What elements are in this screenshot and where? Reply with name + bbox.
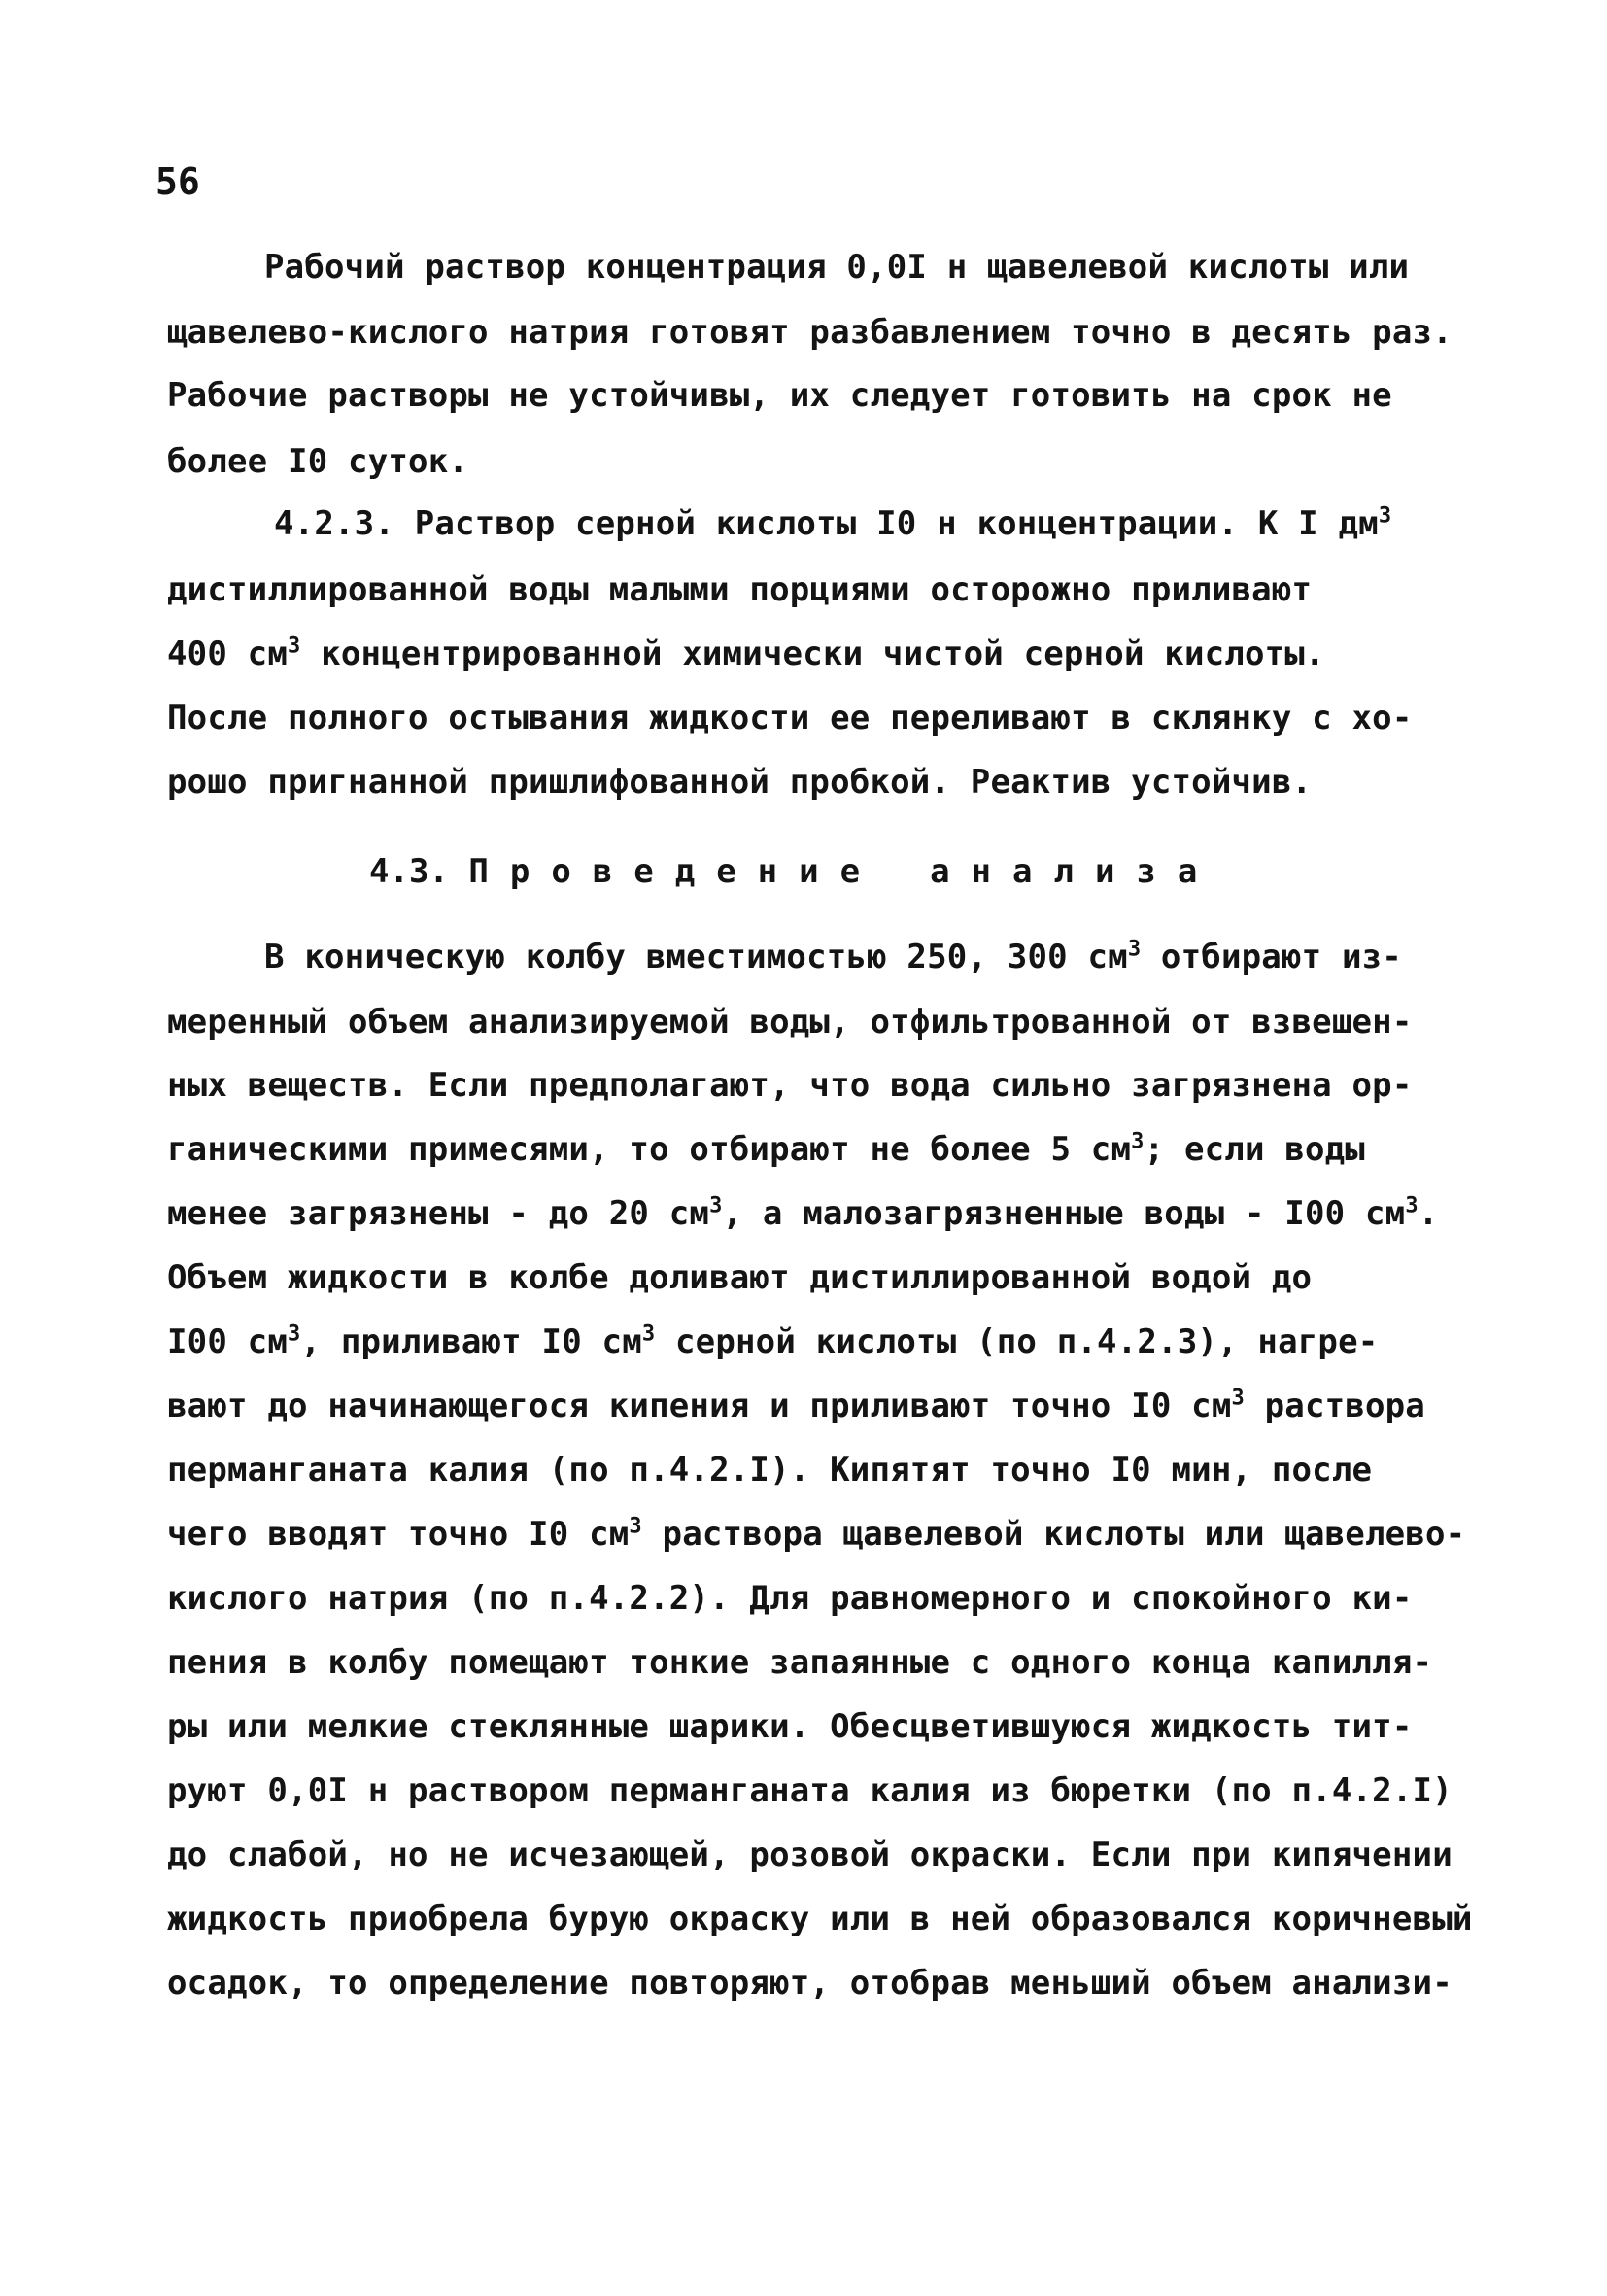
superscript: 3 [641, 1321, 656, 1347]
text-line: рошо пригнанной пришлифованной пробкой. Реактив устойчив. [167, 763, 1313, 802]
text-run: раствора щавелевой кислоты или щавелево- [641, 1515, 1466, 1554]
superscript: 3 [1231, 1386, 1245, 1411]
text-line [264, 937, 1402, 977]
superscript: 3 [709, 1193, 723, 1218]
text-run: ; если воды [1144, 1130, 1365, 1169]
text-run: менее загрязнены - до 20 см [167, 1194, 710, 1233]
text-run: концентрированной химически чистой серной кислоты. [300, 634, 1325, 673]
text-line: руют 0,0I н раствором перманганата калия из бюретки (по п.4.2.I) [167, 1771, 1453, 1810]
text-line [167, 1321, 1379, 1361]
text-run: , приливают I0 см [300, 1322, 642, 1361]
text-line: до слабой, но не исчезающей, розовой окраски. Если при кипячении [167, 1835, 1453, 1874]
text-line: ры или мелкие стеклянные шарики. Обесцветившуюся жидкость тит- [167, 1707, 1413, 1746]
heading-number: 4.3. [369, 852, 449, 891]
text-line: Рабочие растворы не устойчивы, их следует готовить на срок не [167, 376, 1392, 415]
text-run: ганическими примесями, то отбирают не более 5 см [167, 1130, 1132, 1169]
text-run: В коническую колбу вместимостью 250, 300 см [264, 938, 1128, 977]
heading-word: анализа [930, 852, 1219, 891]
superscript: 3 [1378, 503, 1392, 529]
superscript: 3 [1127, 937, 1142, 962]
page-number: 56 [155, 160, 200, 203]
text-line: кислого натрия (по п.4.2.2). Для равномерного и спокойного ки- [167, 1579, 1413, 1618]
superscript: 3 [288, 1321, 301, 1347]
superscript: 3 [1131, 1129, 1145, 1154]
text-line [274, 503, 1392, 543]
text-line: пения в колбу помещают тонкие запаянные с одного конца капилля- [167, 1643, 1433, 1682]
text-line: жидкость приобрела бурую окраску или в ней образовался коричневый [167, 1900, 1473, 1938]
text-run: , а малозагрязненные воды - I00 см [722, 1194, 1406, 1233]
text-line [167, 634, 1325, 673]
text-run: . [1418, 1194, 1439, 1233]
superscript: 3 [288, 634, 301, 659]
text-line [167, 1129, 1365, 1169]
text-line: ных веществ. Если предполагают, что вода сильно загрязнена ор- [167, 1066, 1413, 1105]
text-line: дистиллированной воды малыми порциями осторожно приливают [167, 570, 1313, 609]
text-line: меренный объем анализируемой воды, отфильтрованной от взвешен- [167, 1003, 1413, 1042]
text-line: перманганата калия (по п.4.2.I). Кипятят точно I0 мин, после [167, 1451, 1373, 1490]
text-line [167, 1514, 1466, 1554]
text-run: I00 см [167, 1322, 289, 1361]
text-line: Объем жидкости в колбе доливают дистиллированной водой до [167, 1258, 1313, 1297]
text-line: щавелево-кислого натрия готовят разбавлением точно в десять раз. [167, 313, 1453, 352]
section-heading [369, 852, 1219, 891]
text-line [167, 1193, 1439, 1233]
text-run: раствора [1244, 1387, 1425, 1425]
text-line: осадок, то определение повторяют, отобрав меньший объем анализи- [167, 1964, 1453, 2003]
text-run: 400 см [167, 634, 289, 673]
superscript: 3 [1405, 1193, 1419, 1218]
text-line: После полного остывания жидкости ее переливают в склянку с хо- [167, 699, 1413, 737]
text-line [167, 1386, 1425, 1425]
text-run: чего вводят точно I0 см [167, 1515, 630, 1554]
text-run: вают до начинающегося кипения и приливают точно I0 см [167, 1387, 1232, 1425]
text-run: 4.2.3. Раствор серной кислоты I0 н концентрации. К I дм [274, 504, 1379, 543]
text-run: отбирают из- [1141, 938, 1402, 977]
heading-word: Проведение [468, 852, 882, 891]
text-line: более I0 суток. [167, 442, 469, 481]
superscript: 3 [629, 1514, 642, 1539]
text-run: серной кислоты (по п.4.2.3), нагре- [655, 1322, 1379, 1361]
text-line: Рабочий раствор концентрация 0,0I н щавелевой кислоты или [264, 248, 1410, 287]
